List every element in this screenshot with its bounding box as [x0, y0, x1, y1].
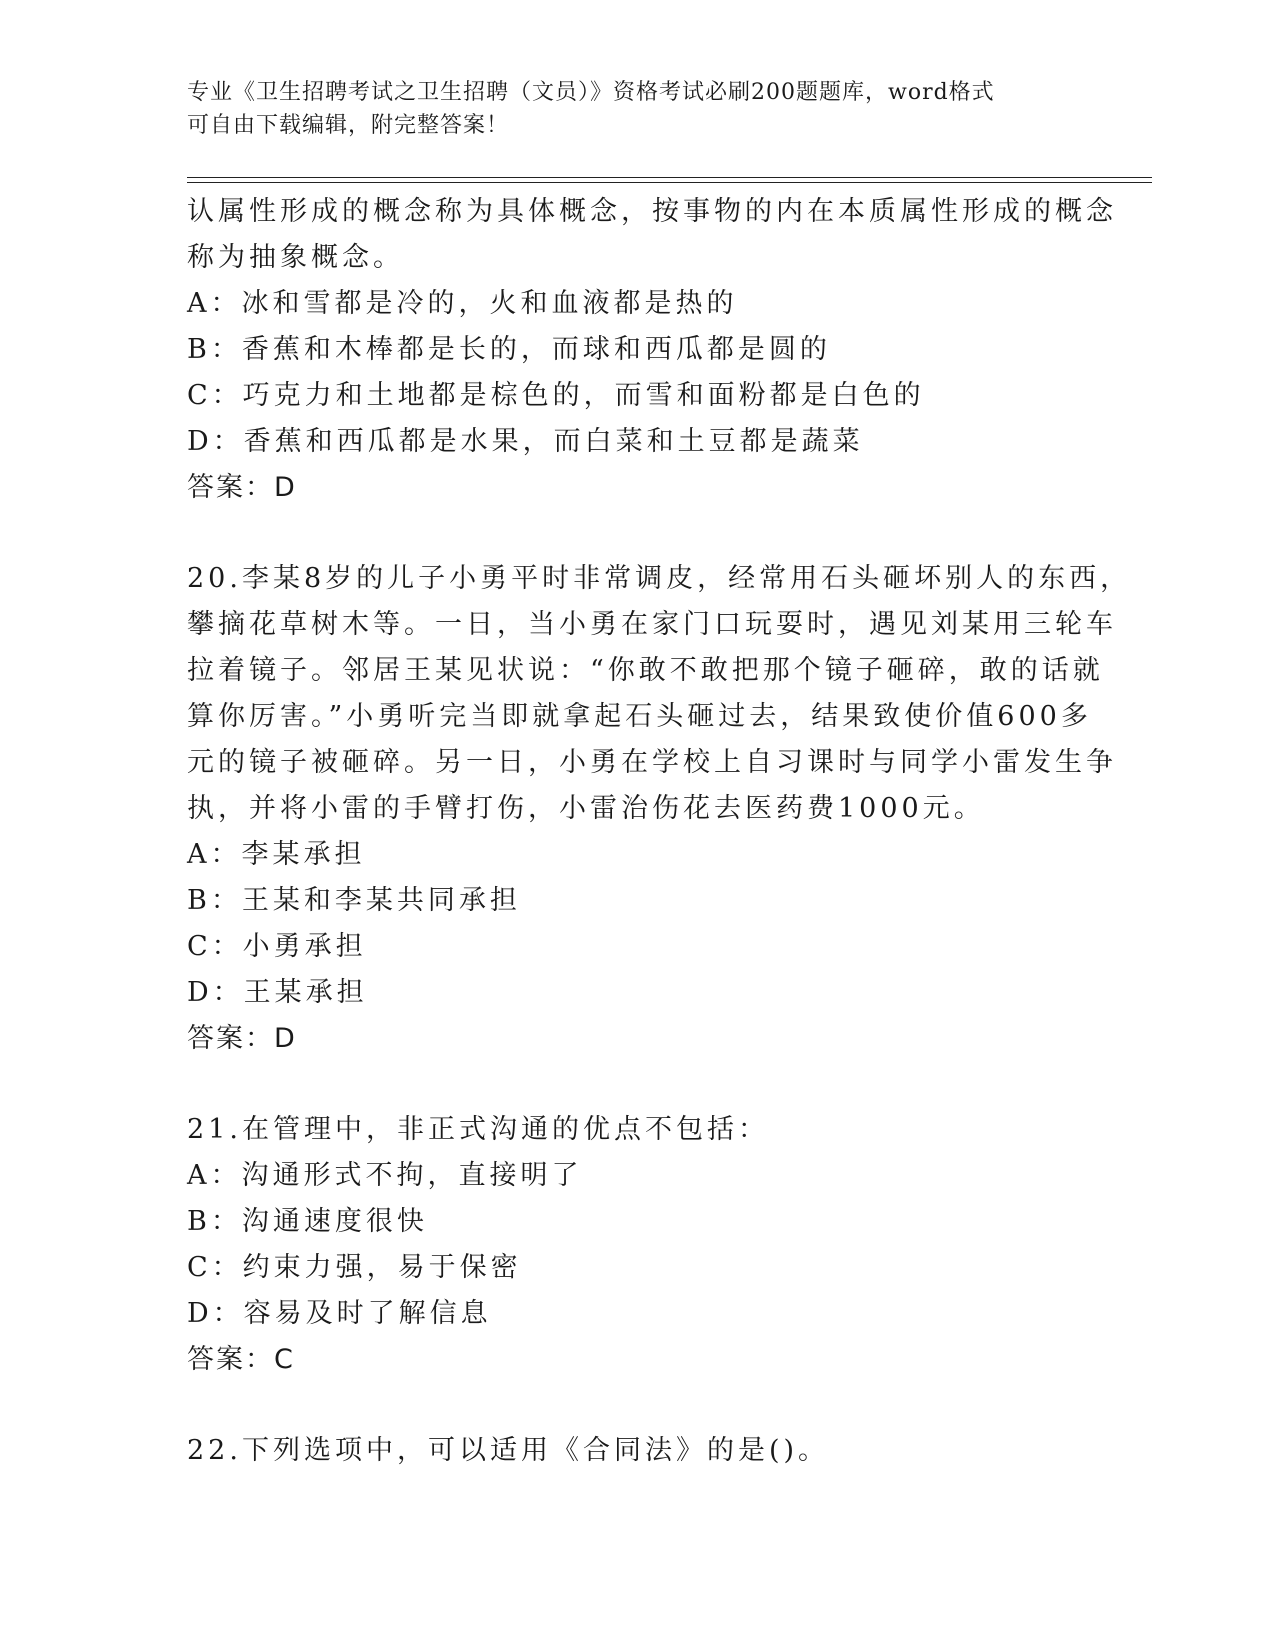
answer-label: 答案：D [187, 1023, 297, 1054]
option-c: C：小勇承担 [187, 931, 367, 962]
question-text-line: 元的镜子被砸碎。另一日，小勇在学校上自习课时与同学小雷发生争 [187, 747, 1117, 778]
option-b: B：王某和李某共同承担 [187, 885, 521, 916]
question-21 [187, 1107, 1087, 1383]
option-a: A：沟通形式不拘，直接明了 [187, 1160, 583, 1191]
question-text-line: 攀摘花草树木等。一日，当小勇在家门口玩耍时，遇见刘某用三轮车 [187, 609, 1117, 640]
question-19 [187, 189, 1117, 511]
question-text-line: 认属性形成的概念称为具体概念，按事物的内在本质属性形成的概念 [187, 196, 1117, 227]
option-d: D：王某承担 [187, 977, 368, 1008]
option-b: B：沟通速度很快 [187, 1206, 428, 1237]
question-20 [187, 556, 1132, 1062]
answer-label: 答案：D [187, 472, 297, 503]
option-c: C：巧克力和土地都是棕色的，而雪和面粉都是白色的 [187, 380, 925, 411]
header-divider-bottom [187, 182, 1152, 183]
option-d: D：容易及时了解信息 [187, 1298, 492, 1329]
question-text-line: 称为抽象概念。 [187, 242, 404, 273]
question-text-line: 拉着镜子。邻居王某见状说：“你敢不敢把那个镜子砸碎，敢的话就 [187, 655, 1104, 686]
question-content [187, 189, 1132, 1474]
option-d: D：香蕉和西瓜都是水果，而白菜和土豆都是蔬菜 [187, 426, 864, 457]
question-title: 22.下列选项中，可以适用《合同法》的是()。 [187, 1435, 830, 1466]
question-22 [187, 1428, 1087, 1474]
header-line-1: 专业《卫生招聘考试之卫生招聘（文员）》资格考试必刷200题题库，word格式 [187, 80, 995, 105]
option-c: C：约束力强，易于保密 [187, 1252, 522, 1283]
question-text-line: 执，并将小雷的手臂打伤，小雷治伤花去医药费1000元。 [187, 793, 985, 824]
answer-label: 答案：C [187, 1344, 295, 1375]
option-a: A：冰和雪都是冷的，火和血液都是热的 [187, 288, 738, 319]
option-a: A：李某承担 [187, 839, 366, 870]
question-title: 21.在管理中，非正式沟通的优点不包括： [187, 1114, 769, 1145]
question-text-line: 算你厉害。”小勇听完当即就拿起石头砸过去，结果致使价值600多 [187, 701, 1092, 732]
header-divider-top [187, 177, 1152, 178]
document-header [187, 76, 1087, 142]
option-b: B：香蕉和木棒都是长的，而球和西瓜都是圆的 [187, 334, 831, 365]
question-text-line: 20.李某8岁的儿子小勇平时非常调皮，经常用石头砸坏别人的东西， [187, 563, 1132, 594]
header-line-2: 可自由下载编辑，附完整答案！ [187, 113, 510, 138]
